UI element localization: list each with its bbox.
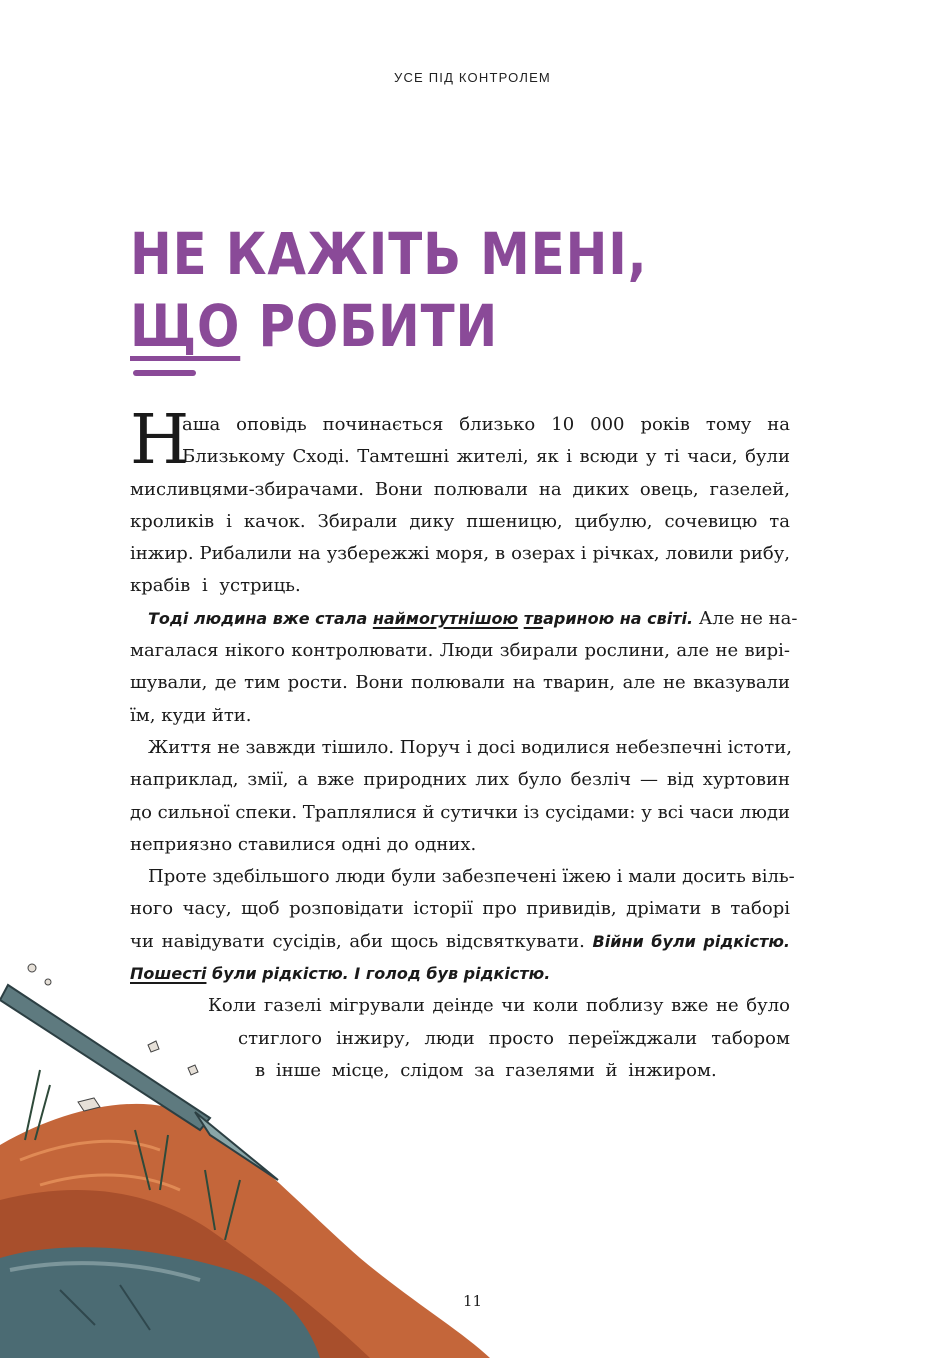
p2-line-3: шували, де тим рости. Вони полювали на тварин, але не вказували (130, 672, 790, 694)
p2-line-1 (130, 603, 798, 635)
title-word: РОБИТИ (240, 292, 499, 360)
p2-line-4: їм, куди йти. (130, 704, 252, 726)
p1-line-2: Близькому Сході. Тамтешні жителі, як і всюди у ті часи, були (182, 446, 790, 468)
p3-line-1: Життя не завжди тішило. Поруч і досі водилися небезпечні істоти, (148, 736, 792, 758)
pebble (28, 964, 36, 972)
handwritten-phrase (148, 609, 693, 628)
title-line-2 (130, 290, 647, 362)
chapter-title (130, 218, 647, 362)
pebble (188, 1065, 198, 1075)
p1-line-6: крабів і устриць. (130, 575, 301, 597)
p1-line-5: інжир. Рибалили на узбережжі моря, в озерах і річках, ловили рибу, (130, 543, 790, 565)
spear-in-earth-illustration (0, 940, 500, 1358)
p3-line-2: наприклад, змії, а вже природних лих було безліч — від хуртовин (130, 769, 790, 791)
p5-line-2: стиглого інжиру, люди просто переїжджали табором (238, 1027, 790, 1049)
hand-underline: тв (523, 608, 544, 628)
p4-line-1: Проте здебільшого люди були забезпечені їжею і мали досить віль- (148, 866, 795, 888)
p4-line-3-text: чи навідувати сусідів, аби щось відсвяткувати. (130, 930, 593, 952)
hand-part: ариною на світі. (543, 608, 694, 628)
p3-line-3: до сильної спеки. Траплялися й сутички із сусідами: у всі часи люди (130, 801, 790, 823)
title-line-1: НЕ КАЖІТЬ МЕНІ, (130, 220, 648, 288)
p1-line-3: мисливцями-збирачами. Вони полювали на диких овець, газелей, (130, 478, 790, 500)
title-rule (133, 370, 196, 376)
page-number: 11 (462, 1292, 483, 1310)
p2-line-1-rest: Але не на- (693, 607, 798, 629)
handwritten-phrase: Війни були рідкістю. (592, 931, 790, 951)
hand-underline: Пошесті (130, 964, 207, 984)
hand-part: Тоді людина вже стала (148, 608, 373, 628)
title-underlined-word: ЩО (130, 292, 241, 360)
pebble (148, 1041, 159, 1052)
running-head: УСЕ ПІД КОНТРОЛЕМ (394, 70, 551, 85)
p5-line-3: в інше місце, слідом за газелями й інжиром. (255, 1059, 717, 1081)
p4-line-2: ного часу, щоб розповідати історії про привидів, дрімати в таборі (130, 898, 790, 920)
p1-line-1: аша оповідь починається близько 10 000 років тому на (182, 414, 790, 435)
p2-line-2: магалася нікого контролювати. Люди збирали рослини, але не вирі- (130, 640, 790, 662)
p3-line-4: неприязно ставилися одні до одних. (130, 833, 477, 855)
pebble (45, 979, 51, 985)
hand-underline: наймогутнішою (372, 608, 519, 628)
p1-line-4: кроликів і качок. Збирали дику пшеницю, цибулю, сочевицю та (130, 510, 790, 532)
p5-line-1: Коли газелі мігрували деінде чи коли поблизу вже не було (208, 995, 790, 1017)
drop-cap: Н (130, 401, 190, 480)
handwritten-phrase: були рідкістю. І голод був рідкістю. (206, 964, 551, 984)
